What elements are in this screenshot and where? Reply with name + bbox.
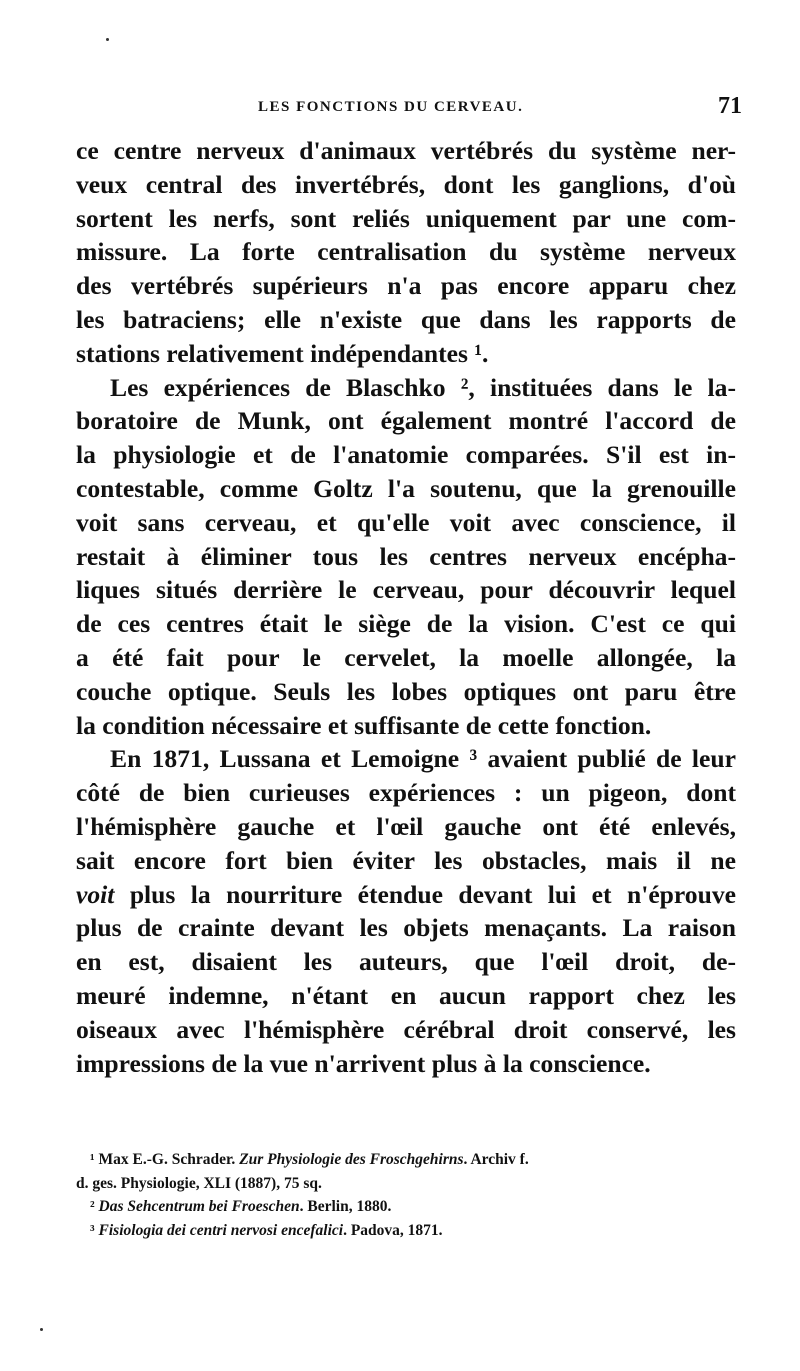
text-line: meuré indemne, n'étant en aucun rapport chez les <box>76 980 736 1010</box>
text-line: voit sans cerveau, et qu'elle voit avec conscience, il <box>76 507 736 537</box>
text-line: ce centre nerveux d'animaux vertébrés du système ner- <box>76 136 736 165</box>
emphasis: voit <box>76 879 115 909</box>
footnote-title: Zur Physiologie des Froschgehirns <box>239 1151 464 1168</box>
text-line: de ces centres était le siège de la vision. C'est ce qui <box>76 609 736 639</box>
text-line: contestable, comme Goltz l'a soutenu, que la grenouille <box>76 473 736 503</box>
text-line <box>76 878 736 912</box>
text-line: restait à éliminer tous les centres nerveux encépha- <box>76 541 736 571</box>
footnote-3 <box>76 1219 736 1243</box>
footnote-marker: ¹ <box>90 1151 95 1168</box>
text-line: stations relativement indépendantes ¹. <box>76 338 489 368</box>
body-text <box>76 134 736 1080</box>
footnote-1 <box>76 1148 736 1172</box>
text-line: boratoire de Munk, ont également montré l'accord de <box>76 406 736 436</box>
text-line: la condition nécessaire et suffisante de cette fonction. <box>76 710 652 740</box>
text-line: côté de bien curieuses expériences : un pigeon, dont <box>76 778 736 808</box>
footnotes <box>76 1148 736 1242</box>
running-head: LES FONCTIONS DU CERVEAU. <box>258 99 524 115</box>
text-line: les batraciens; elle n'existe que dans les rapports de <box>76 304 736 334</box>
text-line: l'hémisphère gauche et l'œil gauche ont été enlevés, <box>76 811 736 841</box>
text-line: En 1871, Lussana et Lemoigne ³ avaient publié de leur <box>110 744 736 774</box>
text-fragment: plus la nourriture étendue devant lui et n'éprouve <box>114 879 736 909</box>
paper-speck <box>106 38 109 41</box>
text-line: liques situés derrière le cerveau, pour découvrir lequel <box>76 575 736 605</box>
footnote-rest: . Berlin, 1880. <box>299 1198 392 1215</box>
text-line: plus de crainte devant les objets menaçants. La raison <box>76 913 736 943</box>
footnote-1-continued: d. ges. Physiologie, XLI (1887), 75 sq. <box>76 1174 322 1192</box>
text-line: missure. La forte centralisation du système nerveux <box>76 237 736 267</box>
footnote-title: Das Sehcentrum bei Froeschen <box>94 1198 300 1215</box>
footnote-title: Fisiologia dei centri nervosi encefalici <box>94 1221 344 1239</box>
text-line: a été fait pour le cervelet, la moelle allongée, la <box>76 642 736 672</box>
page-number: 71 <box>718 93 742 119</box>
footnote-2 <box>76 1195 736 1219</box>
text-line: veux central des invertébrés, dont les ganglions, d'où <box>76 169 736 199</box>
text-line: oiseaux avec l'hémisphère cérébral droit conservé, les <box>76 1014 736 1044</box>
text-line: couche optique. Seuls les lobes optiques ont paru être <box>76 676 736 706</box>
text-line: sait encore fort bien éviter les obstacles, mais il ne <box>76 845 736 875</box>
text-line: en est, disaient les auteurs, que l'œil droit, de- <box>76 947 736 977</box>
text-line: impressions de la vue n'arrivent plus à la conscience. <box>76 1048 651 1078</box>
paragraph-2 <box>76 371 736 743</box>
text-line: la physiologie et de l'anatomie comparées. S'il est in- <box>76 440 736 470</box>
footnote-rest: . Padova, 1871. <box>343 1221 443 1239</box>
footnote-author: Max E.-G. Schrader. <box>94 1151 240 1168</box>
footnote-rest: . Archiv f. <box>463 1151 529 1168</box>
paragraph-3 <box>76 742 736 1080</box>
paper-speck <box>40 1328 43 1331</box>
paragraph-1 <box>76 134 736 371</box>
text-line: Les expériences de Blaschko ², instituées dans le la- <box>110 372 736 402</box>
page-header <box>76 95 746 125</box>
text-line: sortent les nerfs, sont reliés uniquement par une com- <box>76 203 736 233</box>
text-line: des vertébrés supérieurs n'a pas encore apparu chez <box>76 271 736 301</box>
footnote-marker: ³ <box>90 1221 95 1239</box>
footnote-marker: ² <box>90 1198 95 1215</box>
